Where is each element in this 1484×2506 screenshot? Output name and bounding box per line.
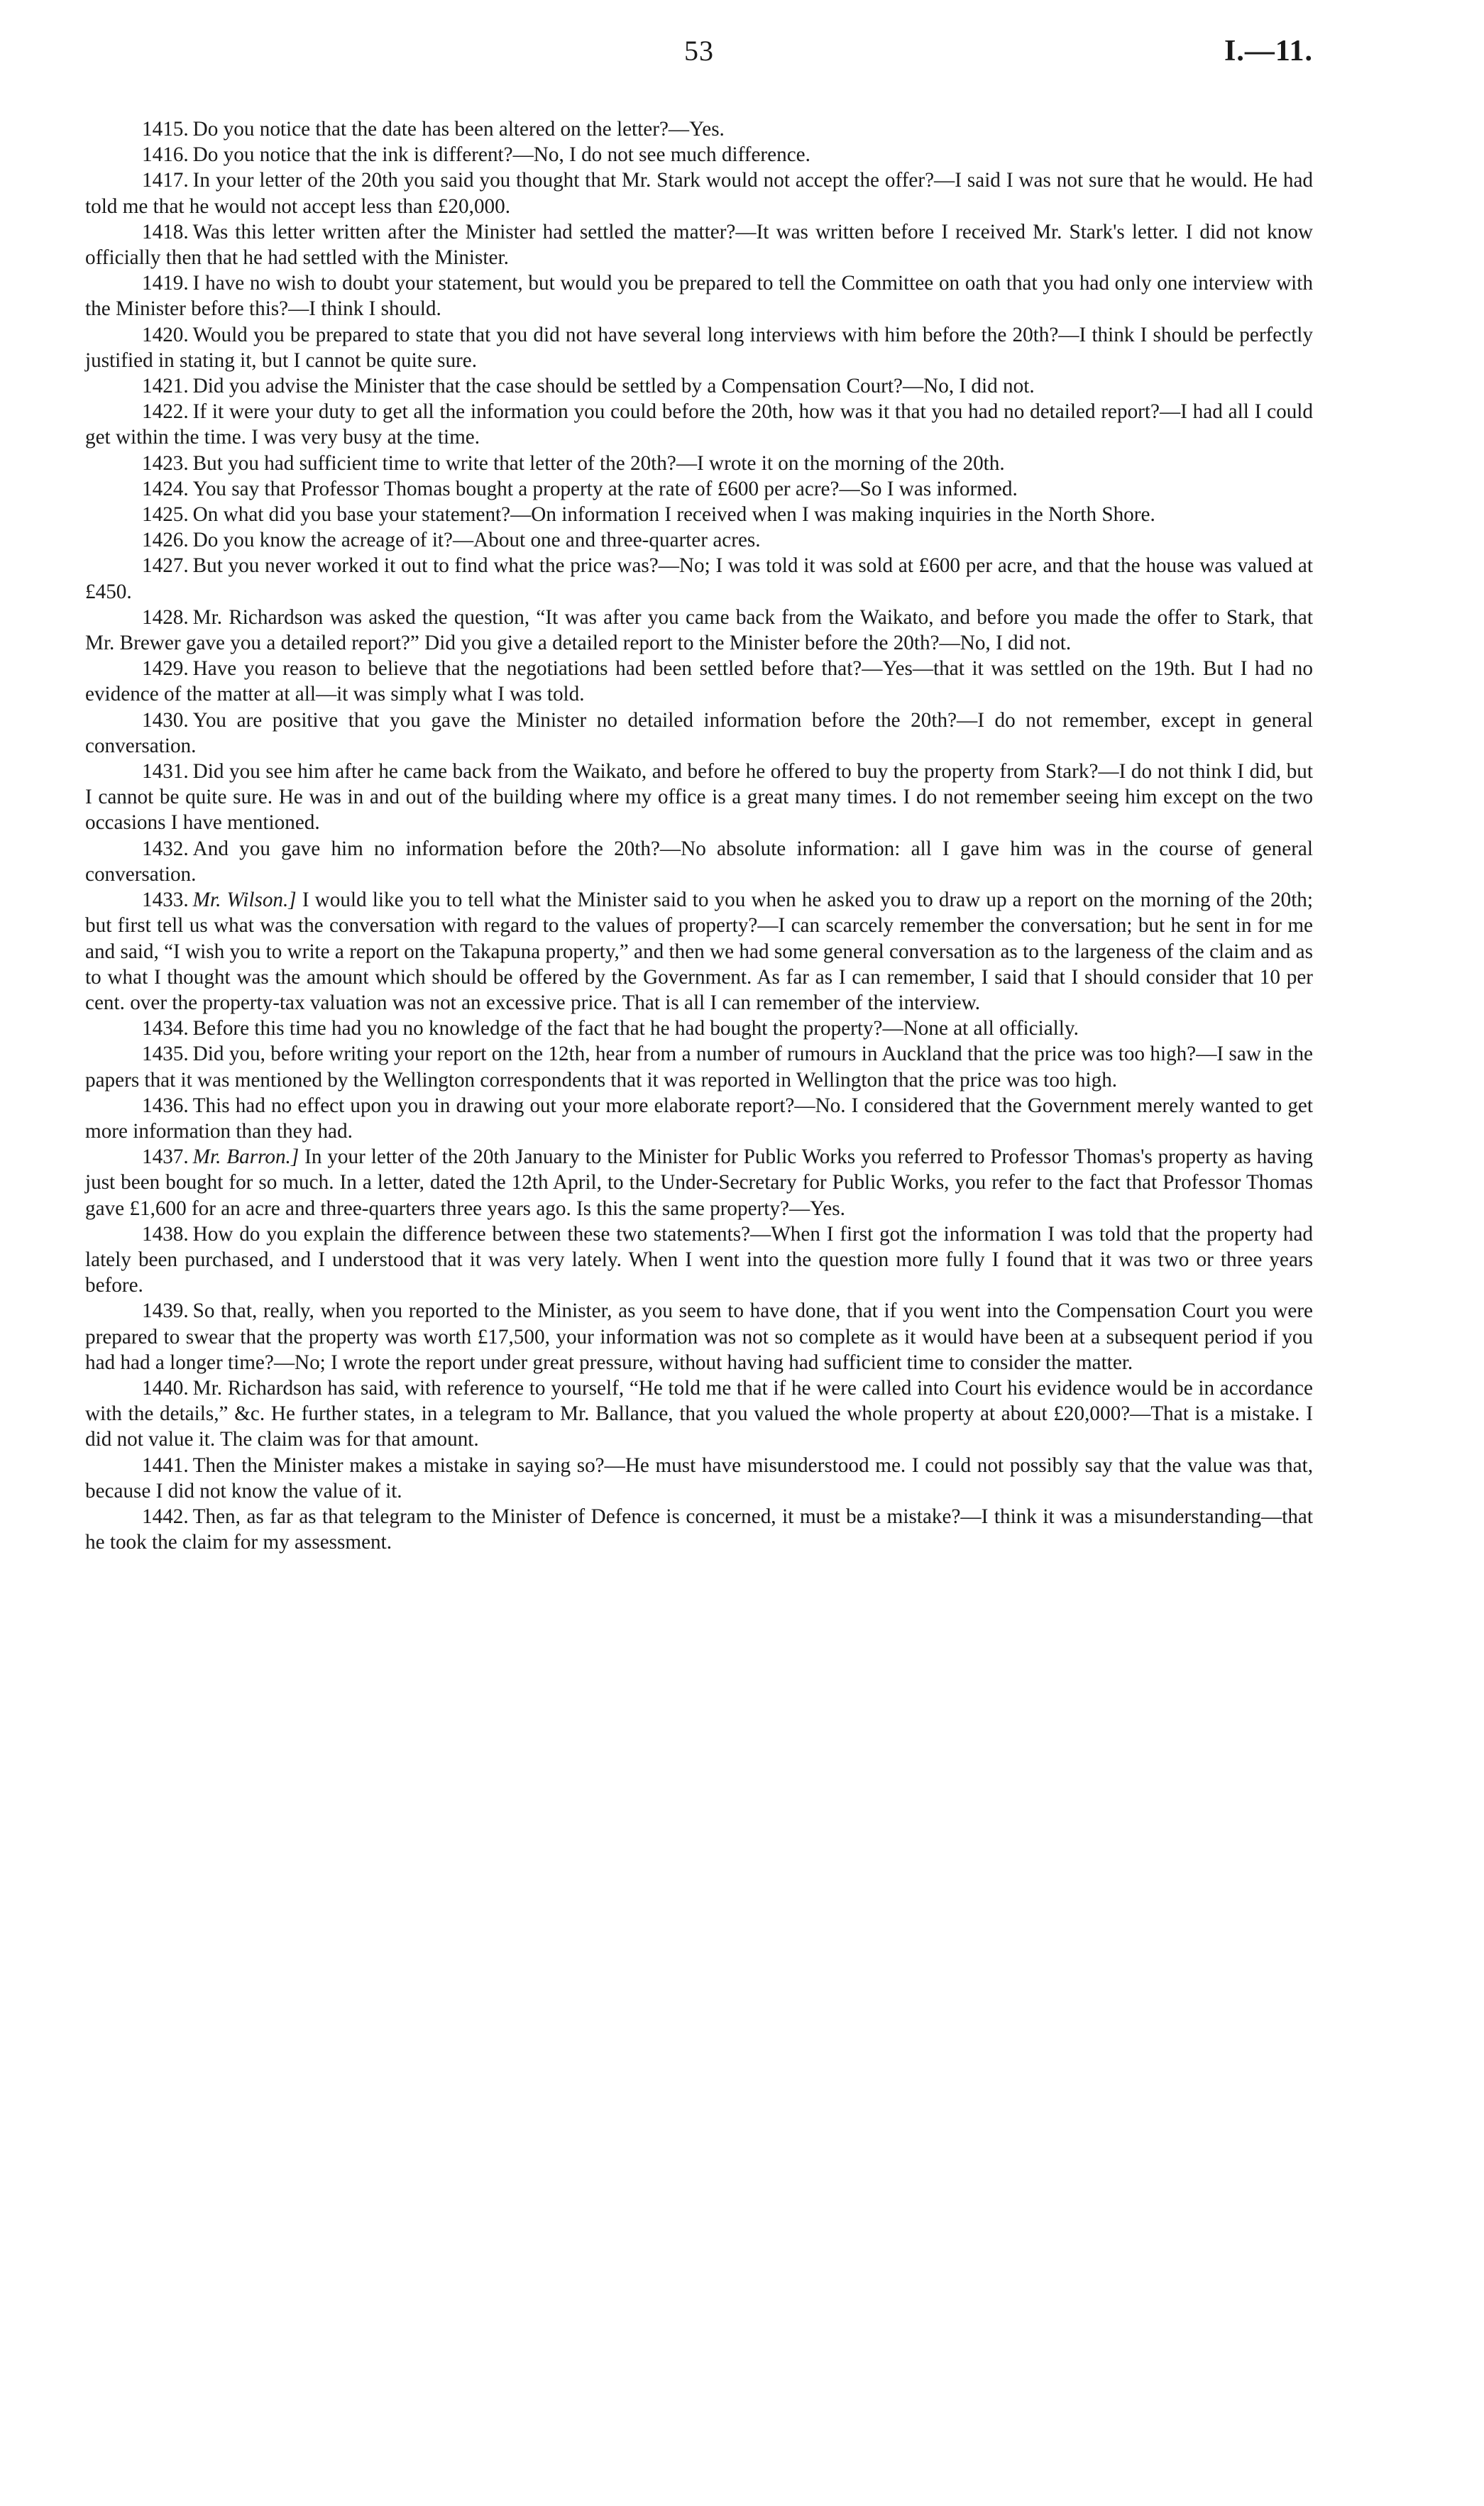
question-answer-text: So that, really, when you reported to the Minister, as you seem to have done, that if you went into the Compensation Court you were prepared to swear that the property was worth £17,500, your information was not so complete as it would have been at a subsequent period if you had had a longer time?—No; I wrote the report under great pressure, without having had sufficient time to consider the matter. (85, 1299, 1313, 1374)
question-answer-text: I would like you to tell what the Minister said to you when he asked you to draw up a report on the morning of the 20th; but first tell us what was the conversation with regard to the values of property?—I can scarcely remember the conversation; but he sent in for me and said, “I wish you to write a report on the Takapuna property,” and then we had some general conversation as to the largeness of the claim and as to what I thought was the amount which should be offered by the Government. As far as I can remember, I said that I should consider that 10 per cent. over the property-tax valuation was not an excessive price. That is all I can remember of the interview. (85, 889, 1314, 1014)
question-answer-text: Have you reason to believe that the negotiations had been settled before that?—Yes—that it was settled on the 19th. But I had no evidence of the matter at all—it was simply what I was told. (85, 657, 1313, 706)
question-answer-text: In your letter of the 20th you said you thought that Mr. Stark would not accept the offer?—I said I was not sure that he would. He had told me that he would not accept less than £20,000. (85, 169, 1313, 218)
question-number: 1430. (142, 708, 189, 732)
question-answer-paragraph (85, 399, 1313, 450)
question-answer-paragraph (85, 142, 1313, 167)
question-answer-paragraph (85, 167, 1313, 219)
question-answer-text: But you never worked it out to find what the price was?—No; I was told it was sold at £600 per acre, and that the house was valued at £450. (85, 554, 1313, 603)
question-number: 1418. (142, 220, 189, 243)
document-reference: I.—11. (1224, 35, 1313, 67)
question-answer-paragraph (85, 1041, 1313, 1092)
question-answer-text: Would you be prepared to state that you did not have several long interviews with him before the 20th?—I think I should be perfectly justified in stating it, but I cannot be quite sure. (85, 323, 1313, 372)
question-answer-text: But you had sufficient time to write that letter of the 20th?—I wrote it on the morning of the 20th. (192, 451, 1005, 475)
question-answer-paragraph (85, 1504, 1313, 1555)
question-number: 1424. (142, 477, 189, 500)
question-answer-paragraph (85, 270, 1313, 322)
question-answer-text: Before this time had you no knowledge of the fact that he had bought the property?—None at all officially. (192, 1017, 1079, 1040)
question-answer-paragraph (85, 1375, 1313, 1453)
question-answer-text: Do you notice that the ink is different?—No, I do not see much difference. (192, 143, 810, 167)
question-number: 1441. (142, 1453, 189, 1477)
examiner-name: Mr. Wilson.] (192, 889, 297, 912)
question-answer-text: I have no wish to doubt your statement, but would you be prepared to tell the Committee on oath that you had only one interview with the Minister before this?—I think I should. (85, 272, 1313, 321)
question-answer-text: Do you notice that the date has been altered on the letter?—Yes. (192, 118, 725, 141)
question-answer-paragraph (85, 116, 1313, 142)
question-answer-text: Did you, before writing your report on the 12th, hear from a number of rumours in Auckland that the price was too high?—I saw in the papers that it was mentioned by the Wellington correspondents that it was reported in Wellington that the price was too high. (85, 1043, 1313, 1092)
question-answer-paragraph (85, 1144, 1313, 1221)
question-number: 1433. (142, 889, 189, 912)
question-answer-text: In your letter of the 20th January to the Minister for Public Works you referred to Professor Thomas's property as having just been bought for so much. In a letter, dated the 12th April, to the Under-Secretary for Public Works, you refer to the fact that Professor Thomas gave £1,600 for an acre and three-quarters three years ago. Is this the same property?—Yes. (85, 1145, 1314, 1220)
question-answer-paragraph (85, 322, 1313, 373)
question-answer-paragraph (85, 1016, 1313, 1041)
page-number: 53 (684, 35, 714, 67)
question-number: 1416. (142, 143, 189, 167)
question-answer-paragraph (85, 219, 1313, 270)
question-answer-text: Was this letter written after the Minister had settled the matter?—It was written before I received Mr. Stark's letter. I did not know officially then that he had settled with the Minister. (85, 220, 1313, 270)
question-answer-paragraph (85, 1298, 1313, 1375)
question-answer-paragraph (85, 708, 1313, 759)
evidence-transcript (85, 116, 1313, 1555)
question-answer-paragraph (85, 1453, 1313, 1504)
question-answer-text: Then, as far as that telegram to the Minister of Defence is concerned, it must be a mistake?—I think it was a misunderstanding—that he took the claim for my assessment. (85, 1505, 1313, 1554)
question-answer-paragraph (85, 527, 1313, 553)
question-answer-text: On what did you base your statement?—On information I received when I was making inquiries in the North Shore. (192, 503, 1155, 527)
question-number: 1429. (142, 657, 189, 681)
examiner-name: Mr. Barron.] (192, 1145, 299, 1169)
question-answer-text: And you gave him no information before the 20th?—No absolute information: all I gave him was in the course of general conversation. (85, 837, 1313, 886)
question-answer-paragraph (85, 1093, 1313, 1144)
question-number: 1428. (142, 605, 189, 629)
question-answer-paragraph (85, 451, 1313, 476)
question-number: 1417. (142, 169, 189, 192)
question-number: 1435. (142, 1043, 189, 1066)
question-answer-text: Did you see him after he came back from the Waikato, and before he offered to buy the property from Stark?—I do not think I did, but I cannot be quite sure. He was in and out of the building where my office is a great many times. I do not remember seeing him except on the two occasions I have mentioned. (85, 760, 1313, 835)
question-answer-paragraph (85, 656, 1313, 707)
question-number: 1439. (142, 1299, 189, 1323)
question-answer-paragraph (85, 887, 1313, 1016)
question-answer-text: How do you explain the difference between these two statements?—When I first got the information I was told that the property had lately been purchased, and I understood that it was very lately. When I went into the question more fully I found that it was two or three years before. (85, 1222, 1313, 1297)
question-answer-text: This had no effect upon you in drawing out your more elaborate report?—No. I considered that the Government merely wanted to get more information than they had. (85, 1094, 1313, 1143)
question-number: 1437. (142, 1145, 189, 1169)
question-answer-text: Then the Minister makes a mistake in saying so?—He must have misunderstood me. I could not possibly say that the value was that, because I did not know the value of it. (85, 1453, 1313, 1502)
question-number: 1423. (142, 451, 189, 475)
question-answer-paragraph (85, 1221, 1313, 1299)
question-answer-paragraph (85, 373, 1313, 399)
question-number: 1420. (142, 323, 189, 346)
question-answer-paragraph (85, 476, 1313, 502)
question-number: 1442. (142, 1505, 189, 1528)
question-number: 1431. (142, 760, 189, 784)
question-answer-text: You say that Professor Thomas bought a property at the rate of £600 per acre?—So I was informed. (192, 477, 1018, 500)
question-number: 1427. (142, 554, 189, 578)
question-answer-paragraph (85, 605, 1313, 656)
question-answer-paragraph (85, 553, 1313, 604)
question-answer-text: If it were your duty to get all the information you could before the 20th, how was it that you had no detailed report?—I had all I could get within the time. I was very busy at the time. (85, 400, 1313, 449)
question-answer-text: Do you know the acreage of it?—About one and three-quarter acres. (192, 529, 761, 552)
question-answer-text: Mr. Richardson was asked the question, “It was after you came back from the Waikato, and before you made the offer to Stark, that Mr. Brewer gave you a detailed report?” Did you give a detailed report to the Minister before the 20th?—No, I did not. (85, 605, 1313, 655)
question-number: 1426. (142, 529, 189, 552)
question-number: 1436. (142, 1094, 189, 1117)
question-number: 1434. (142, 1017, 189, 1040)
question-number: 1415. (142, 118, 189, 141)
question-answer-paragraph (85, 759, 1313, 836)
question-answer-paragraph (85, 836, 1313, 887)
question-answer-text: Did you advise the Minister that the case should be settled by a Compensation Court?—No, I did not. (192, 375, 1035, 398)
question-answer-text: Mr. Richardson has said, with reference to yourself, “He told me that if he were called into Court his evidence would be in accordance with the details,” &c. He further states, in a telegram to Mr. Ballance, that you valued the whole property at about £20,000?—That is a mistake. I did not value it. The claim was for that amount. (85, 1376, 1313, 1451)
question-number: 1422. (142, 400, 189, 424)
question-answer-paragraph (85, 502, 1313, 527)
question-number: 1425. (142, 503, 189, 527)
question-number: 1421. (142, 375, 189, 398)
question-number: 1432. (142, 837, 189, 860)
question-number: 1438. (142, 1222, 189, 1246)
question-number: 1440. (142, 1376, 189, 1400)
question-number: 1419. (142, 272, 189, 295)
question-answer-text: You are positive that you gave the Minister no detailed information before the 20th?—I do not remember, except in general conversation. (85, 708, 1313, 757)
document-page (85, 28, 1313, 1555)
page-header (85, 28, 1313, 85)
